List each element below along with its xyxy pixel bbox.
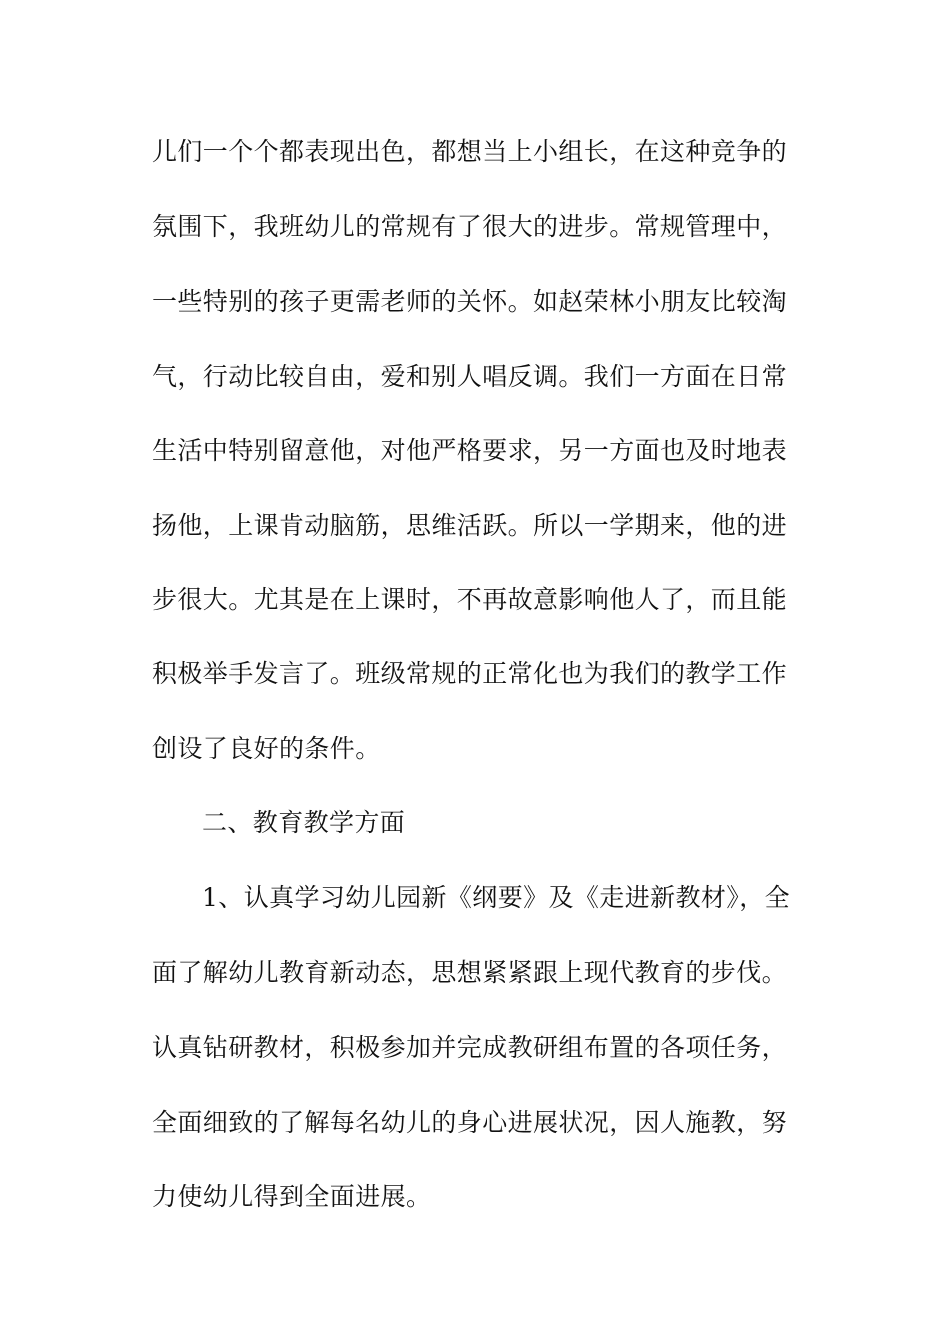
paragraph-line-13: 认真钻研教材，积极参加并完成教研组布置的各项任务， bbox=[152, 1033, 788, 1062]
paragraph-line-11: 1、认真学习幼儿园新《纲要》及《走进新教材》，全 bbox=[202, 883, 791, 912]
paragraph-line-12: 面了解幼儿教育新动态，思想紧紧跟上现代教育的步伐。 bbox=[152, 958, 788, 987]
section-heading: 二、教育教学方面 bbox=[202, 808, 406, 837]
paragraph-line-6: 扬他，上课肯动脑筋，思维活跃。所以一学期来，他的进 bbox=[152, 511, 788, 540]
paragraph-line-7: 步很大。尤其是在上课时，不再故意影响他人了，而且能 bbox=[152, 585, 788, 614]
paragraph-line-1: 儿们一个个都表现出色，都想当上小组长，在这种竞争的 bbox=[152, 137, 788, 166]
paragraph-line-5: 生活中特别留意他，对他严格要求，另一方面也及时地表 bbox=[152, 436, 788, 465]
paragraph-line-2: 氛围下，我班幼儿的常规有了很大的进步。常规管理中， bbox=[152, 212, 788, 241]
paragraph-line-9: 创设了良好的条件。 bbox=[152, 734, 381, 763]
paragraph-line-8: 积极举手发言了。班级常规的正常化也为我们的教学工作 bbox=[152, 659, 788, 688]
paragraph-line-3: 一些特别的孩子更需老师的关怀。如赵荣林小朋友比较淘 bbox=[152, 287, 788, 316]
paragraph-line-15: 力使幼儿得到全面进展。 bbox=[152, 1182, 432, 1211]
paragraph-line-14: 全面细致的了解每名幼儿的身心进展状况，因人施教，努 bbox=[152, 1108, 788, 1137]
paragraph-line-4: 气，行动比较自由，爱和别人唱反调。我们一方面在日常 bbox=[152, 362, 788, 391]
